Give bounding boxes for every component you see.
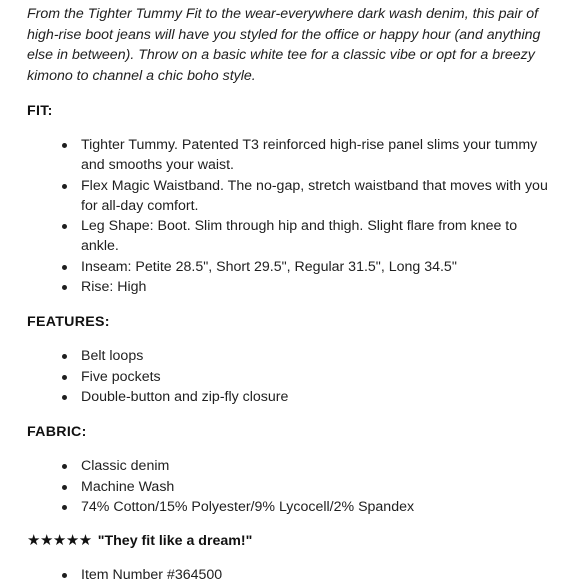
bullet-icon [62, 573, 67, 578]
list-item: Rise: High [62, 277, 551, 297]
bullet-icon [62, 354, 67, 359]
review-text: "They fit like a dream!" [97, 533, 253, 550]
bullet-icon [62, 184, 67, 189]
list-item: Double-button and zip-fly closure [62, 387, 551, 407]
list-item: Tighter Tummy. Patented T3 reinforced high-rise panel slims your tummy and smooths your waist. [62, 135, 551, 176]
bullet-icon [62, 464, 67, 469]
star-rating-icon: ★★★★★ [27, 532, 92, 550]
bullet-icon [62, 395, 67, 400]
item-info-list [27, 565, 580, 585]
bullet-icon [62, 375, 67, 380]
intro-paragraph: From the Tighter Tummy Fit to the wear-everywhere dark wash denim, this pair of high-rise boot jeans will have you styled for the office or happy hour (and anything else in between). Throw on a basic white tee for a classic vibe or opt for a breezy kimono to channel a chic boho style. [27, 6, 541, 84]
fit-list [27, 135, 580, 297]
list-item: Machine Wash [62, 477, 551, 497]
list-item: Leg Shape: Boot. Slim through hip and thigh. Slight flare from knee to ankle. [62, 216, 551, 257]
list-item: Classic denim [62, 456, 551, 476]
list-item: 74% Cotton/15% Polyester/9% Lycocell/2% Spandex [62, 497, 551, 517]
review-quote [27, 531, 580, 551]
bullet-icon [62, 265, 67, 270]
bullet-icon [62, 224, 67, 229]
item-number: Item Number #364500 [81, 567, 223, 584]
list-item: Flex Magic Waistband. The no-gap, stretch waistband that moves with you for all-day comfort. [62, 176, 551, 217]
bullet-icon [62, 505, 67, 510]
list-item [62, 565, 551, 585]
fit-heading: FIT: [27, 103, 53, 119]
list-item: Inseam: Petite 28.5", Short 29.5", Regular 31.5", Long 34.5" [62, 257, 551, 277]
bullet-icon [62, 143, 67, 148]
bullet-icon [62, 285, 67, 290]
fabric-heading: FABRIC: [27, 424, 87, 441]
list-item: Five pockets [62, 367, 551, 387]
fabric-list [27, 456, 580, 517]
bullet-icon [62, 485, 67, 490]
features-heading: FEATURES: [27, 314, 110, 331]
list-item: Belt loops [62, 346, 551, 366]
features-list [27, 346, 580, 407]
